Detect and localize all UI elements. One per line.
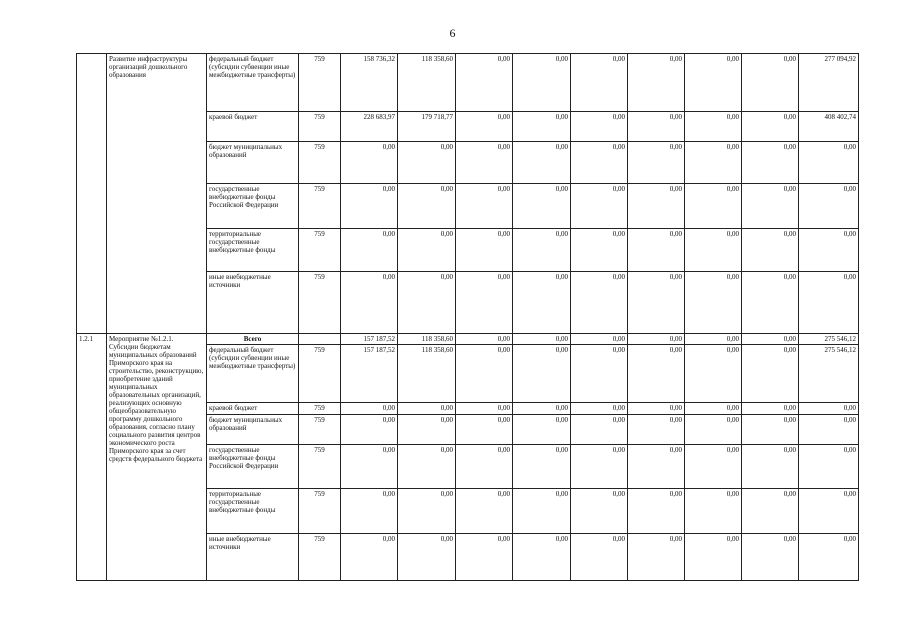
funding-source: федеральный бюджет (субсидии субвенции иные межбюджетные трансферты) — [207, 54, 299, 112]
amount-cell: 158 736,32 — [341, 54, 398, 112]
funding-source: бюджет муниципальных образований — [207, 415, 299, 445]
amount-cell: 0,00 — [513, 534, 571, 581]
amount-cell: 0,00 — [513, 54, 571, 112]
amount-cell: 0,00 — [571, 54, 628, 112]
budget-code: 759 — [299, 345, 341, 403]
amount-cell: 0,00 — [398, 272, 456, 334]
amount-cell: 0,00 — [571, 445, 628, 489]
amount-cell: 0,00 — [685, 184, 742, 229]
amount-cell: 0,00 — [456, 445, 513, 489]
amount-cell: 0,00 — [571, 489, 628, 534]
budget-code: 759 — [299, 184, 341, 229]
amount-cell: 0,00 — [456, 489, 513, 534]
amount-cell: 0,00 — [341, 272, 398, 334]
amount-cell: 0,00 — [456, 534, 513, 581]
amount-cell: 0,00 — [799, 184, 859, 229]
amount-cell: 0,00 — [513, 184, 571, 229]
amount-cell: 0,00 — [799, 272, 859, 334]
amount-cell: 0,00 — [341, 534, 398, 581]
amount-cell: 0,00 — [628, 272, 685, 334]
amount-cell: 0,00 — [799, 489, 859, 534]
amount-cell: 0,00 — [513, 229, 571, 272]
section-number: 1.2.1 — [77, 334, 107, 581]
amount-cell: 0,00 — [571, 142, 628, 184]
amount-cell: 408 402,74 — [799, 112, 859, 142]
amount-cell: 0,00 — [398, 229, 456, 272]
funding-source: иные внебюджетные источники — [207, 272, 299, 334]
amount-cell: 0,00 — [628, 54, 685, 112]
amount-cell: 0,00 — [799, 403, 859, 415]
amount-cell: 179 718,77 — [398, 112, 456, 142]
amount-cell: 0,00 — [456, 345, 513, 403]
amount-cell: 0,00 — [628, 142, 685, 184]
funding-source: Всего — [207, 334, 299, 345]
budget-code — [299, 334, 341, 345]
budget-code: 759 — [299, 534, 341, 581]
amount-cell: 0,00 — [456, 229, 513, 272]
amount-cell: 277 094,92 — [799, 54, 859, 112]
amount-cell: 0,00 — [398, 184, 456, 229]
amount-cell: 0,00 — [571, 415, 628, 445]
amount-cell: 0,00 — [398, 403, 456, 415]
budget-code: 759 — [299, 415, 341, 445]
amount-cell: 0,00 — [571, 112, 628, 142]
amount-cell: 0,00 — [398, 489, 456, 534]
amount-cell: 0,00 — [571, 334, 628, 345]
amount-cell: 0,00 — [685, 534, 742, 581]
amount-cell: 0,00 — [456, 142, 513, 184]
amount-cell: 0,00 — [513, 445, 571, 489]
budget-code: 759 — [299, 142, 341, 184]
amount-cell: 0,00 — [398, 142, 456, 184]
page-number: 6 — [449, 26, 456, 40]
amount-cell: 0,00 — [513, 415, 571, 445]
budget-code: 759 — [299, 54, 341, 112]
amount-cell: 0,00 — [799, 534, 859, 581]
amount-cell: 0,00 — [456, 334, 513, 345]
amount-cell: 0,00 — [571, 184, 628, 229]
amount-cell: 0,00 — [628, 184, 685, 229]
amount-cell: 228 683,97 — [341, 112, 398, 142]
funding-source: федеральный бюджет (субсидии субвенции иные межбюджетные трансферты) — [207, 345, 299, 403]
amount-cell: 0,00 — [685, 334, 742, 345]
amount-cell: 0,00 — [742, 54, 799, 112]
amount-cell: 0,00 — [571, 534, 628, 581]
amount-cell: 0,00 — [628, 445, 685, 489]
amount-cell: 0,00 — [799, 445, 859, 489]
amount-cell: 0,00 — [685, 345, 742, 403]
amount-cell: 0,00 — [513, 142, 571, 184]
amount-cell: 0,00 — [341, 229, 398, 272]
amount-cell: 0,00 — [685, 403, 742, 415]
amount-cell: 0,00 — [685, 112, 742, 142]
amount-cell: 0,00 — [398, 445, 456, 489]
amount-cell: 0,00 — [341, 489, 398, 534]
amount-cell: 0,00 — [742, 229, 799, 272]
amount-cell: 0,00 — [398, 534, 456, 581]
amount-cell: 275 546,12 — [799, 345, 859, 403]
funding-source: краевой бюджет — [207, 403, 299, 415]
funding-source: территориальные государственные внебюджетные фонды — [207, 489, 299, 534]
amount-cell: 0,00 — [628, 415, 685, 445]
amount-cell: 0,00 — [456, 272, 513, 334]
budget-code: 759 — [299, 272, 341, 334]
funding-source: краевой бюджет — [207, 112, 299, 142]
amount-cell: 0,00 — [685, 415, 742, 445]
amount-cell: 0,00 — [742, 334, 799, 345]
amount-cell: 0,00 — [685, 54, 742, 112]
funding-source: государственные внебюджетные фонды Российской Федерации — [207, 184, 299, 229]
budget-code: 759 — [299, 489, 341, 534]
amount-cell: 0,00 — [685, 272, 742, 334]
amount-cell: 0,00 — [341, 445, 398, 489]
funding-source: бюджет муниципальных образований — [207, 142, 299, 184]
amount-cell: 0,00 — [456, 403, 513, 415]
amount-cell: 0,00 — [398, 415, 456, 445]
amount-cell: 0,00 — [341, 403, 398, 415]
amount-cell: 118 358,60 — [398, 54, 456, 112]
amount-cell: 275 546,12 — [799, 334, 859, 345]
table-row — [77, 334, 859, 345]
budget-code: 759 — [299, 229, 341, 272]
amount-cell: 0,00 — [628, 334, 685, 345]
amount-cell: 0,00 — [513, 112, 571, 142]
amount-cell: 0,00 — [742, 272, 799, 334]
budget-code: 759 — [299, 445, 341, 489]
funding-source: иные внебюджетные источники — [207, 534, 299, 581]
amount-cell: 0,00 — [456, 415, 513, 445]
amount-cell: 0,00 — [742, 445, 799, 489]
amount-cell: 0,00 — [571, 229, 628, 272]
amount-cell: 0,00 — [513, 345, 571, 403]
amount-cell: 0,00 — [742, 345, 799, 403]
amount-cell: 0,00 — [571, 272, 628, 334]
amount-cell: 0,00 — [628, 229, 685, 272]
amount-cell: 0,00 — [513, 272, 571, 334]
amount-cell: 0,00 — [341, 184, 398, 229]
amount-cell: 0,00 — [685, 445, 742, 489]
amount-cell: 0,00 — [456, 112, 513, 142]
amount-cell: 0,00 — [628, 345, 685, 403]
amount-cell: 118 358,60 — [398, 334, 456, 345]
amount-cell: 0,00 — [628, 112, 685, 142]
funding-source: территориальные государственные внебюджетные фонды — [207, 229, 299, 272]
amount-cell: 157 187,52 — [341, 345, 398, 403]
budget-code: 759 — [299, 112, 341, 142]
amount-cell: 0,00 — [456, 184, 513, 229]
amount-cell: 0,00 — [628, 489, 685, 534]
amount-cell: 0,00 — [628, 403, 685, 415]
amount-cell: 0,00 — [628, 534, 685, 581]
budget-code: 759 — [299, 403, 341, 415]
amount-cell: 0,00 — [513, 403, 571, 415]
table-row — [77, 54, 859, 112]
amount-cell: 0,00 — [742, 142, 799, 184]
amount-cell: 0,00 — [571, 345, 628, 403]
amount-cell: 0,00 — [742, 489, 799, 534]
amount-cell: 0,00 — [799, 415, 859, 445]
amount-cell: 0,00 — [341, 415, 398, 445]
amount-cell: 118 358,60 — [398, 345, 456, 403]
amount-cell: 0,00 — [685, 142, 742, 184]
amount-cell: 0,00 — [799, 229, 859, 272]
amount-cell: 0,00 — [685, 229, 742, 272]
section-title: Мероприятие №1.2.1. Субсидии бюджетам муниципальных образований Приморского края на строительство, реконструкцию, приобретение зданий муниципальных образовательных организаций, реализующих основную общеобразовательную программу дошкольного образования, согласно плану социального развития центров экономического роста Приморского края за счет средств федерального бюджета — [107, 334, 207, 581]
budget-table — [76, 53, 859, 581]
amount-cell: 0,00 — [742, 112, 799, 142]
funding-source: государственные внебюджетные фонды Российской Федерации — [207, 445, 299, 489]
amount-cell: 0,00 — [341, 142, 398, 184]
amount-cell: 0,00 — [513, 489, 571, 534]
amount-cell: 0,00 — [456, 54, 513, 112]
amount-cell: 0,00 — [742, 184, 799, 229]
amount-cell: 0,00 — [742, 415, 799, 445]
amount-cell: 157 187,52 — [341, 334, 398, 345]
amount-cell: 0,00 — [742, 403, 799, 415]
amount-cell: 0,00 — [799, 142, 859, 184]
section-number — [77, 54, 107, 334]
amount-cell: 0,00 — [571, 403, 628, 415]
amount-cell: 0,00 — [513, 334, 571, 345]
amount-cell: 0,00 — [742, 534, 799, 581]
section-title: Развитие инфраструктуры организаций дошкольного образования — [107, 54, 207, 334]
amount-cell: 0,00 — [685, 489, 742, 534]
